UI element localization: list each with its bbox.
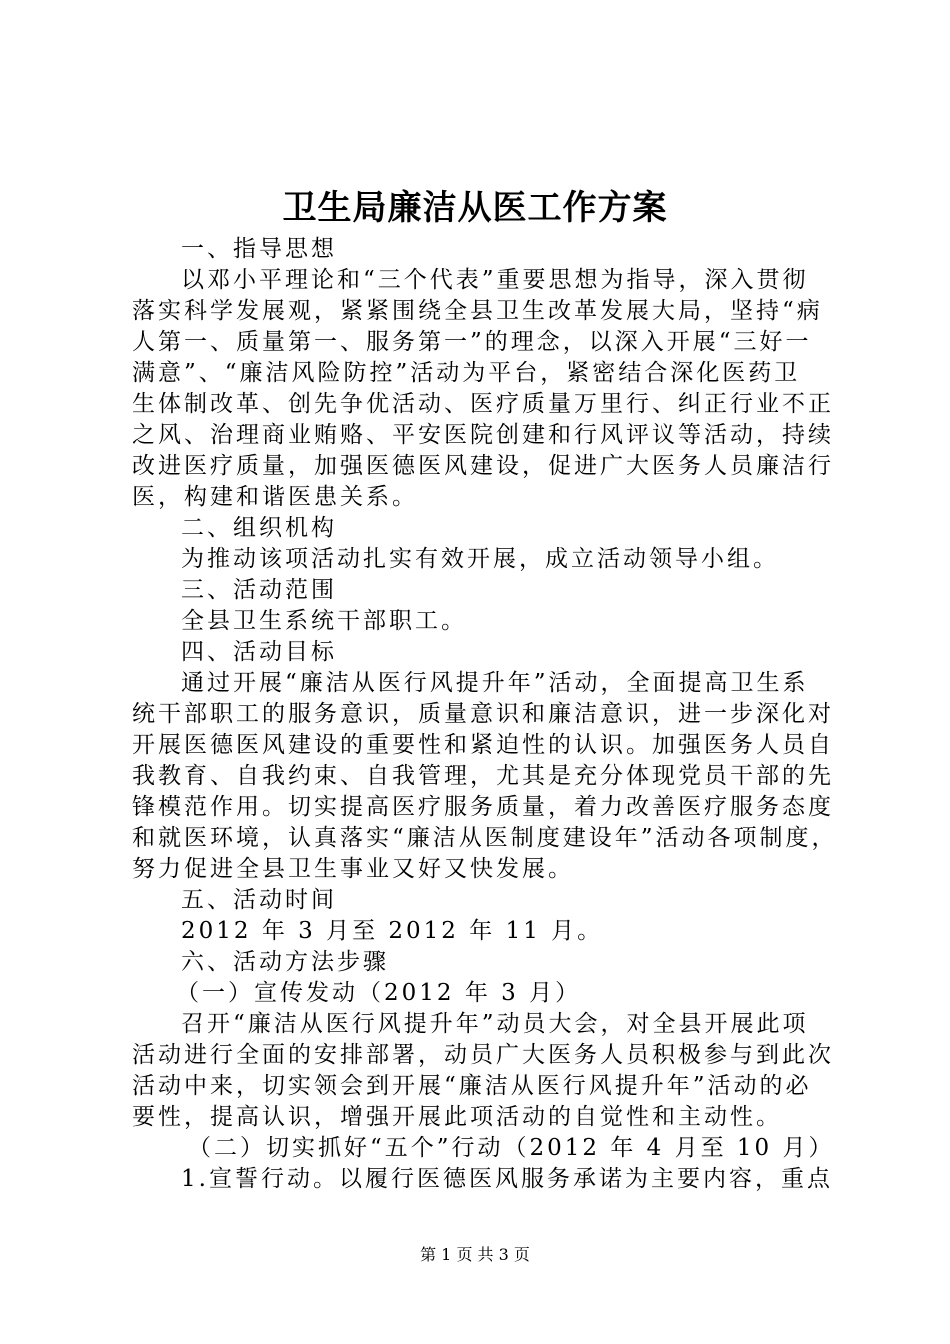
subsection-heading: （一）宣传发动（2012 年 3 月） — [176, 980, 582, 1006]
paragraph-line: 为推动该项活动扎实有效开展，成立活动领导小组。 — [181, 546, 779, 572]
paragraph-line: 医，构建和谐医患关系。 — [132, 484, 418, 510]
paragraph-line: 活动进行全面的安排部署，动员广大医务人员积极参与到此次 — [132, 1042, 834, 1068]
paragraph-line: 满意”、“廉洁风险防控”活动为平台，紧密结合深化医药卫 — [132, 360, 801, 386]
page-footer: 第 1 页 共 3 页 — [420, 1245, 530, 1264]
paragraph-line: 人第一、质量第一、服务第一”的理念，以深入开展“三好一 — [132, 329, 812, 355]
subsection-heading: （二）切实抓好“五个”行动（2012 年 4 月至 10 月） — [188, 1135, 835, 1161]
paragraph-line: 以邓小平理论和“三个代表”重要思想为指导，深入贯彻 — [181, 267, 809, 293]
document-body — [132, 234, 838, 1195]
document-title: 卫生局廉洁从医工作方案 — [282, 188, 668, 228]
paragraph-line: 和就医环境，认真落实“廉洁从医制度建设年”活动各项制度， — [132, 825, 838, 851]
paragraph-line: 全县卫生系统干部职工。 — [181, 608, 467, 634]
paragraph-line: 改进医疗质量，加强医德医风建设，促进广大医务人员廉洁行 — [132, 453, 834, 479]
paragraph-line: 之风、治理商业贿赂、平安医院创建和行风评议等活动，持续 — [132, 422, 834, 448]
paragraph-line: 努力促进全县卫生事业又好又快发展。 — [132, 856, 574, 882]
section-heading: 一、指导思想 — [181, 236, 337, 262]
paragraph-line: 生体制改革、创先争优活动、医疗质量万里行、纠正行业不正 — [132, 391, 834, 417]
section-heading: 四、活动目标 — [181, 639, 337, 665]
paragraph-line: 要性，提高认识，增强开展此项活动的自觉性和主动性。 — [132, 1104, 782, 1130]
paragraph-line: 通过开展“廉洁从医行风提升年”活动，全面提高卫生系 — [181, 670, 809, 696]
paragraph-line: 活动中来，切实领会到开展“廉洁从医行风提升年”活动的必 — [132, 1073, 812, 1099]
paragraph-line: 锋模范作用。切实提高医疗服务质量，着力改善医疗服务态度 — [132, 794, 834, 820]
section-heading: 三、活动范围 — [181, 577, 337, 603]
section-heading: 二、组织机构 — [181, 515, 337, 541]
paragraph-line: 召开“廉洁从医行风提升年”动员大会，对全县开展此项 — [181, 1011, 809, 1037]
section-heading: 六、活动方法步骤 — [181, 949, 389, 975]
paragraph-line: 我教育、自我约束、自我管理，尤其是充分体现党员干部的先 — [132, 763, 834, 789]
paragraph-line: 开展医德医风建设的重要性和紧迫性的认识。加强医务人员自 — [132, 732, 834, 758]
paragraph-line: 统干部职工的服务意识，质量意识和廉洁意识，进一步深化对 — [132, 701, 834, 727]
paragraph-line: 2012 年 3 月至 2012 年 11 月。 — [181, 918, 604, 944]
paragraph-line: 1.宣誓行动。以履行医德医风服务承诺为主要内容，重点 — [181, 1166, 833, 1192]
paragraph-line: 落实科学发展观，紧紧围绕全县卫生改革发展大局，坚持“病 — [132, 298, 823, 324]
section-heading: 五、活动时间 — [181, 887, 337, 913]
